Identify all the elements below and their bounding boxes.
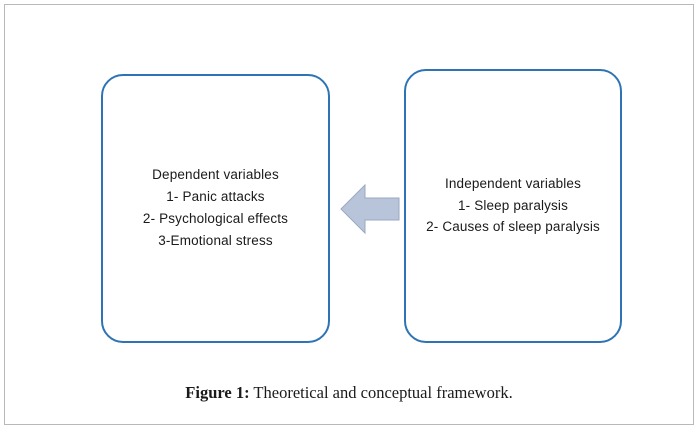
independent-variables-box: [404, 69, 622, 343]
dependent-variables-item-2: 2- Psychological effects: [142, 211, 289, 227]
independent-variables-item-1: 1- Sleep paralysis: [457, 197, 568, 213]
diagram-canvas: [5, 5, 693, 375]
left-arrow-icon: [339, 181, 401, 237]
independent-variables-content: [406, 174, 620, 239]
dependent-variables-box: [101, 74, 330, 343]
dependent-variables-title: Dependent variables: [152, 167, 279, 183]
figure-caption-text: Theoretical and conceptual framework.: [249, 383, 513, 402]
figure-caption-label: Figure 1:: [185, 383, 250, 402]
figure-caption: [5, 383, 693, 403]
dependent-variables-item-1: 1- Panic attacks: [166, 189, 265, 205]
dependent-variables-item-3: 3-Emotional stress: [158, 232, 273, 248]
independent-variables-title: Independent variables: [444, 175, 581, 191]
dependent-variables-content: [103, 165, 328, 252]
independent-variables-item-2: 2- Causes of sleep paralysis: [426, 219, 600, 235]
figure-frame: [4, 4, 694, 425]
